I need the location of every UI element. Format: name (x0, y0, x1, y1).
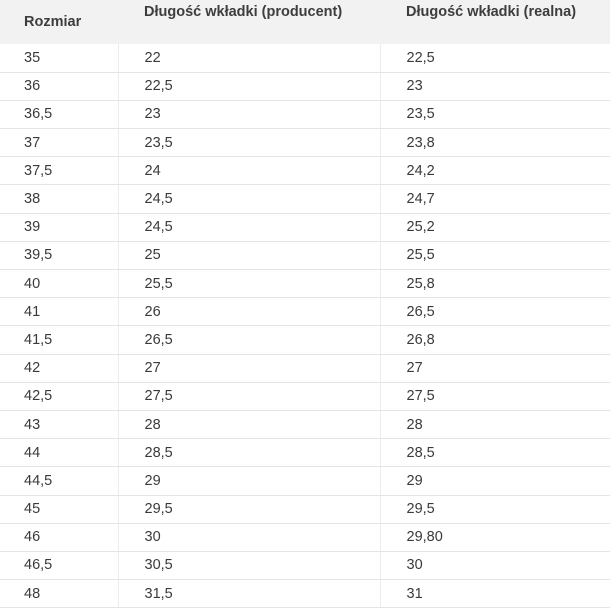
cell-length-real: 29,5 (380, 495, 610, 523)
cell-length-real: 23,8 (380, 129, 610, 157)
table-row (0, 213, 610, 241)
cell-length-real: 31 (380, 580, 610, 608)
table-body (0, 44, 610, 608)
table-row (0, 129, 610, 157)
table-header (0, 0, 610, 44)
cell-size: 37,5 (0, 157, 118, 185)
header-row (0, 0, 610, 44)
cell-length-real: 30 (380, 551, 610, 579)
cell-length-manufacturer: 28 (118, 410, 380, 438)
cell-length-real: 24,2 (380, 157, 610, 185)
table-row (0, 354, 610, 382)
cell-length-real: 28,5 (380, 439, 610, 467)
cell-size: 39,5 (0, 241, 118, 269)
cell-length-real: 23,5 (380, 100, 610, 128)
cell-length-real: 25,2 (380, 213, 610, 241)
table-row (0, 298, 610, 326)
table-row (0, 551, 610, 579)
header-size: Rozmiar (24, 14, 82, 30)
cell-length-manufacturer: 24,5 (118, 185, 380, 213)
cell-length-manufacturer: 29,5 (118, 495, 380, 523)
table-row (0, 495, 610, 523)
cell-size: 36 (0, 72, 118, 100)
cell-length-real: 25,8 (380, 270, 610, 298)
cell-length-manufacturer: 22,5 (118, 72, 380, 100)
cell-size: 36,5 (0, 100, 118, 128)
cell-size: 43 (0, 410, 118, 438)
cell-length-real: 29 (380, 467, 610, 495)
table-row (0, 44, 610, 72)
table-row (0, 580, 610, 608)
cell-length-real: 23 (380, 72, 610, 100)
table-row (0, 410, 610, 438)
cell-length-manufacturer: 22 (118, 44, 380, 72)
cell-size: 35 (0, 44, 118, 72)
cell-length-manufacturer: 24,5 (118, 213, 380, 241)
cell-length-manufacturer: 23,5 (118, 129, 380, 157)
cell-size: 46 (0, 523, 118, 551)
cell-length-real: 26,5 (380, 298, 610, 326)
table-row (0, 467, 610, 495)
table-row (0, 523, 610, 551)
cell-length-real: 26,8 (380, 326, 610, 354)
cell-length-manufacturer: 23 (118, 100, 380, 128)
table-row (0, 185, 610, 213)
cell-length-real: 29,80 (380, 523, 610, 551)
cell-size: 44,5 (0, 467, 118, 495)
cell-length-manufacturer: 25,5 (118, 270, 380, 298)
cell-length-manufacturer: 27 (118, 354, 380, 382)
cell-length-manufacturer: 27,5 (118, 382, 380, 410)
cell-size: 48 (0, 580, 118, 608)
cell-length-real: 24,7 (380, 185, 610, 213)
cell-size: 40 (0, 270, 118, 298)
cell-size: 37 (0, 129, 118, 157)
cell-size: 41 (0, 298, 118, 326)
cell-size: 46,5 (0, 551, 118, 579)
table-row (0, 439, 610, 467)
table-row (0, 326, 610, 354)
cell-length-manufacturer: 30,5 (118, 551, 380, 579)
cell-length-manufacturer: 24 (118, 157, 380, 185)
cell-length-real: 27 (380, 354, 610, 382)
table-row (0, 241, 610, 269)
header-insole-length-real: Długość wkładki (realna) (406, 4, 577, 20)
header-insole-length-manufacturer: Długość wkładki (producent) (144, 4, 343, 20)
table-row (0, 270, 610, 298)
table-row (0, 72, 610, 100)
cell-length-real: 27,5 (380, 382, 610, 410)
table-row (0, 157, 610, 185)
cell-size: 45 (0, 495, 118, 523)
cell-length-real: 28 (380, 410, 610, 438)
cell-length-manufacturer: 28,5 (118, 439, 380, 467)
cell-size: 39 (0, 213, 118, 241)
table-row (0, 382, 610, 410)
cell-size: 41,5 (0, 326, 118, 354)
cell-length-manufacturer: 26 (118, 298, 380, 326)
cell-size: 42,5 (0, 382, 118, 410)
cell-size: 38 (0, 185, 118, 213)
cell-length-manufacturer: 30 (118, 523, 380, 551)
cell-size: 44 (0, 439, 118, 467)
cell-size: 42 (0, 354, 118, 382)
cell-length-manufacturer: 29 (118, 467, 380, 495)
cell-length-real: 25,5 (380, 241, 610, 269)
cell-length-real: 22,5 (380, 44, 610, 72)
cell-length-manufacturer: 26,5 (118, 326, 380, 354)
table-row (0, 100, 610, 128)
cell-length-manufacturer: 25 (118, 241, 380, 269)
cell-length-manufacturer: 31,5 (118, 580, 380, 608)
